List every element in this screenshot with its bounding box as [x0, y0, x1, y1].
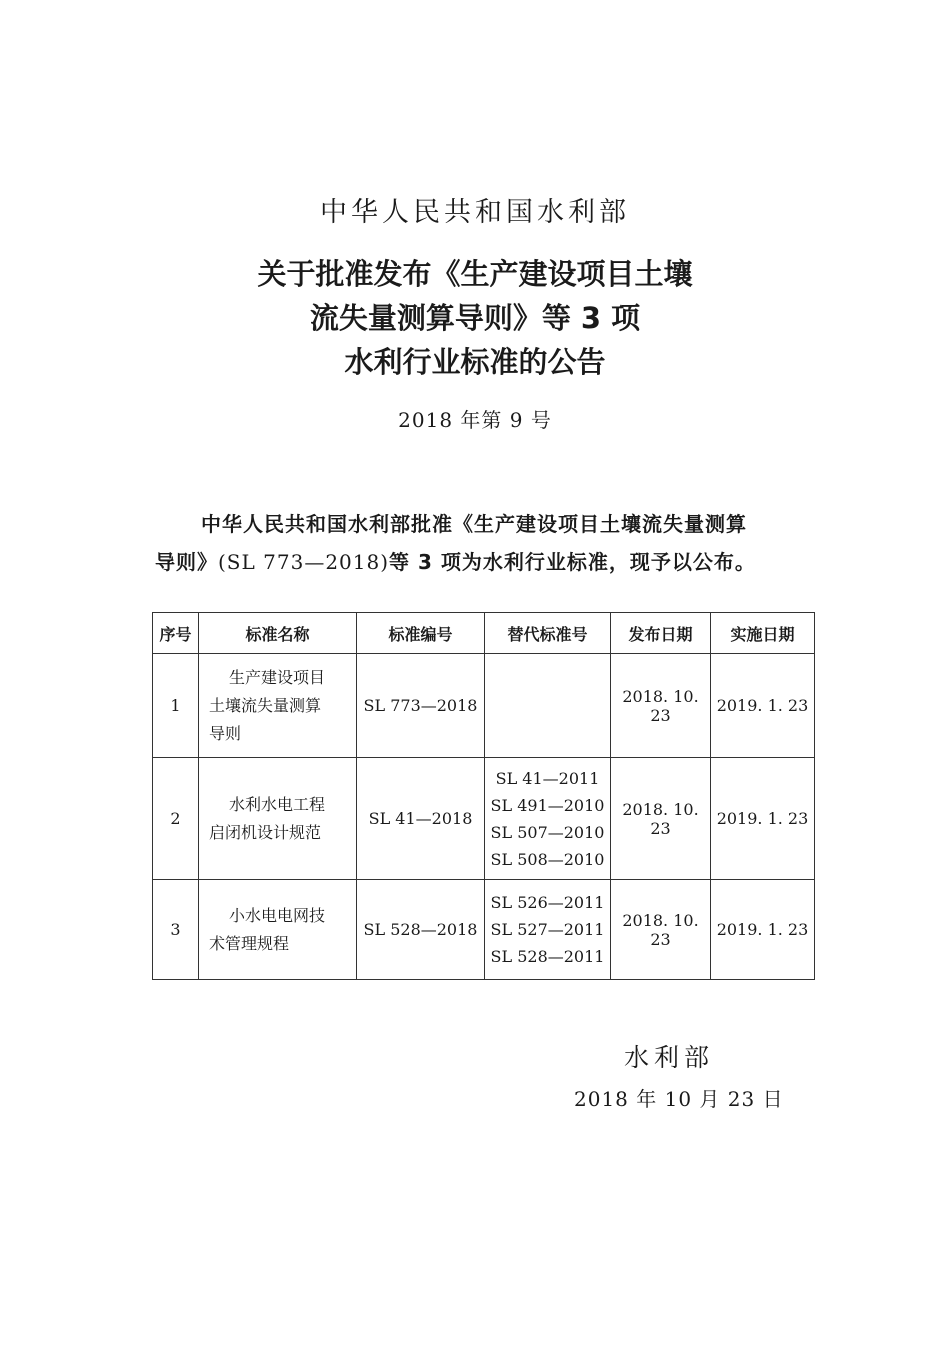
row-publish-date: 2018. 10. 23: [611, 758, 711, 880]
row-no: 1: [153, 654, 199, 758]
replaced-standard: SL 527—2011: [490, 920, 605, 939]
body-line-2-prefix: 导则》: [155, 550, 218, 574]
row-replaces: [485, 758, 611, 880]
replaced-standard: SL 41—2011: [495, 768, 600, 788]
body-line-2-code: (SL 773—2018): [218, 550, 390, 574]
replaced-standard: SL 507—2010: [490, 822, 605, 842]
header-name: 标准名称: [199, 613, 357, 654]
header-no: 序号: [153, 613, 199, 654]
row-name-line: 术管理规程: [209, 933, 290, 953]
row-no: 2: [153, 758, 199, 880]
row-publish-date: 2018. 10. 23: [611, 880, 711, 980]
issuing-ministry: 中华人民共和国水利部: [320, 197, 630, 228]
table-row: [153, 654, 815, 758]
title-line-2: 流失量测算导则》等 3 项: [309, 301, 641, 335]
row-code: SL 773—2018: [357, 654, 485, 758]
header-replaces: 替代标准号: [485, 613, 611, 654]
row-name-line: 土壤流失量测算: [209, 695, 322, 715]
body-line-2-suffix: 等 3 项为水利行业标准，现予以公布。: [389, 550, 756, 574]
body-line-2: [155, 543, 835, 581]
row-replaces: [485, 654, 611, 758]
row-name-line: 水利水电工程: [229, 794, 326, 814]
row-name-line: 小水电电网技: [229, 905, 326, 925]
row-publish-date: 2018. 10. 23: [611, 654, 711, 758]
table-row: [153, 880, 815, 980]
row-effective-date: 2019. 1. 23: [711, 758, 815, 880]
replaced-standard: SL 491—2010: [490, 795, 605, 815]
header-effective-date: 实施日期: [711, 613, 815, 654]
table-row: [153, 758, 815, 880]
title-line-3: 水利行业标准的公告: [344, 345, 606, 379]
body-line-1: 中华人民共和国水利部批准《生产建设项目土壤流失量测算: [201, 512, 747, 536]
signature-date: 2018 年 10 月 23 日: [574, 1087, 784, 1111]
row-replaces: [485, 880, 611, 980]
announcement-body: [155, 505, 835, 581]
title-line-1: 关于批准发布《生产建设项目土壤: [257, 257, 693, 291]
row-name: [199, 758, 357, 880]
row-name-line: 生产建设项目: [229, 667, 326, 687]
announcement-number: 2018 年第 9 号: [398, 408, 552, 432]
header-publish-date: 发布日期: [611, 613, 711, 654]
replaced-standard: SL 508—2010: [490, 849, 605, 869]
announcement-title: [0, 252, 950, 384]
header-code: 标准编号: [357, 613, 485, 654]
row-code: SL 528—2018: [357, 880, 485, 980]
row-code: SL 41—2018: [357, 758, 485, 880]
table-header-row: [153, 613, 815, 654]
replaced-standard: SL 528—2011: [490, 947, 605, 966]
row-no: 3: [153, 880, 199, 980]
row-name-line: 启闭机设计规范: [209, 822, 322, 842]
signature: 水利部: [624, 1043, 715, 1072]
row-name-line: 导则: [209, 723, 242, 743]
row-effective-date: 2019. 1. 23: [711, 654, 815, 758]
row-name: [199, 880, 357, 980]
standards-table: [152, 612, 815, 980]
row-effective-date: 2019. 1. 23: [711, 880, 815, 980]
row-name: [199, 654, 357, 758]
replaced-standard: SL 526—2011: [490, 893, 605, 912]
